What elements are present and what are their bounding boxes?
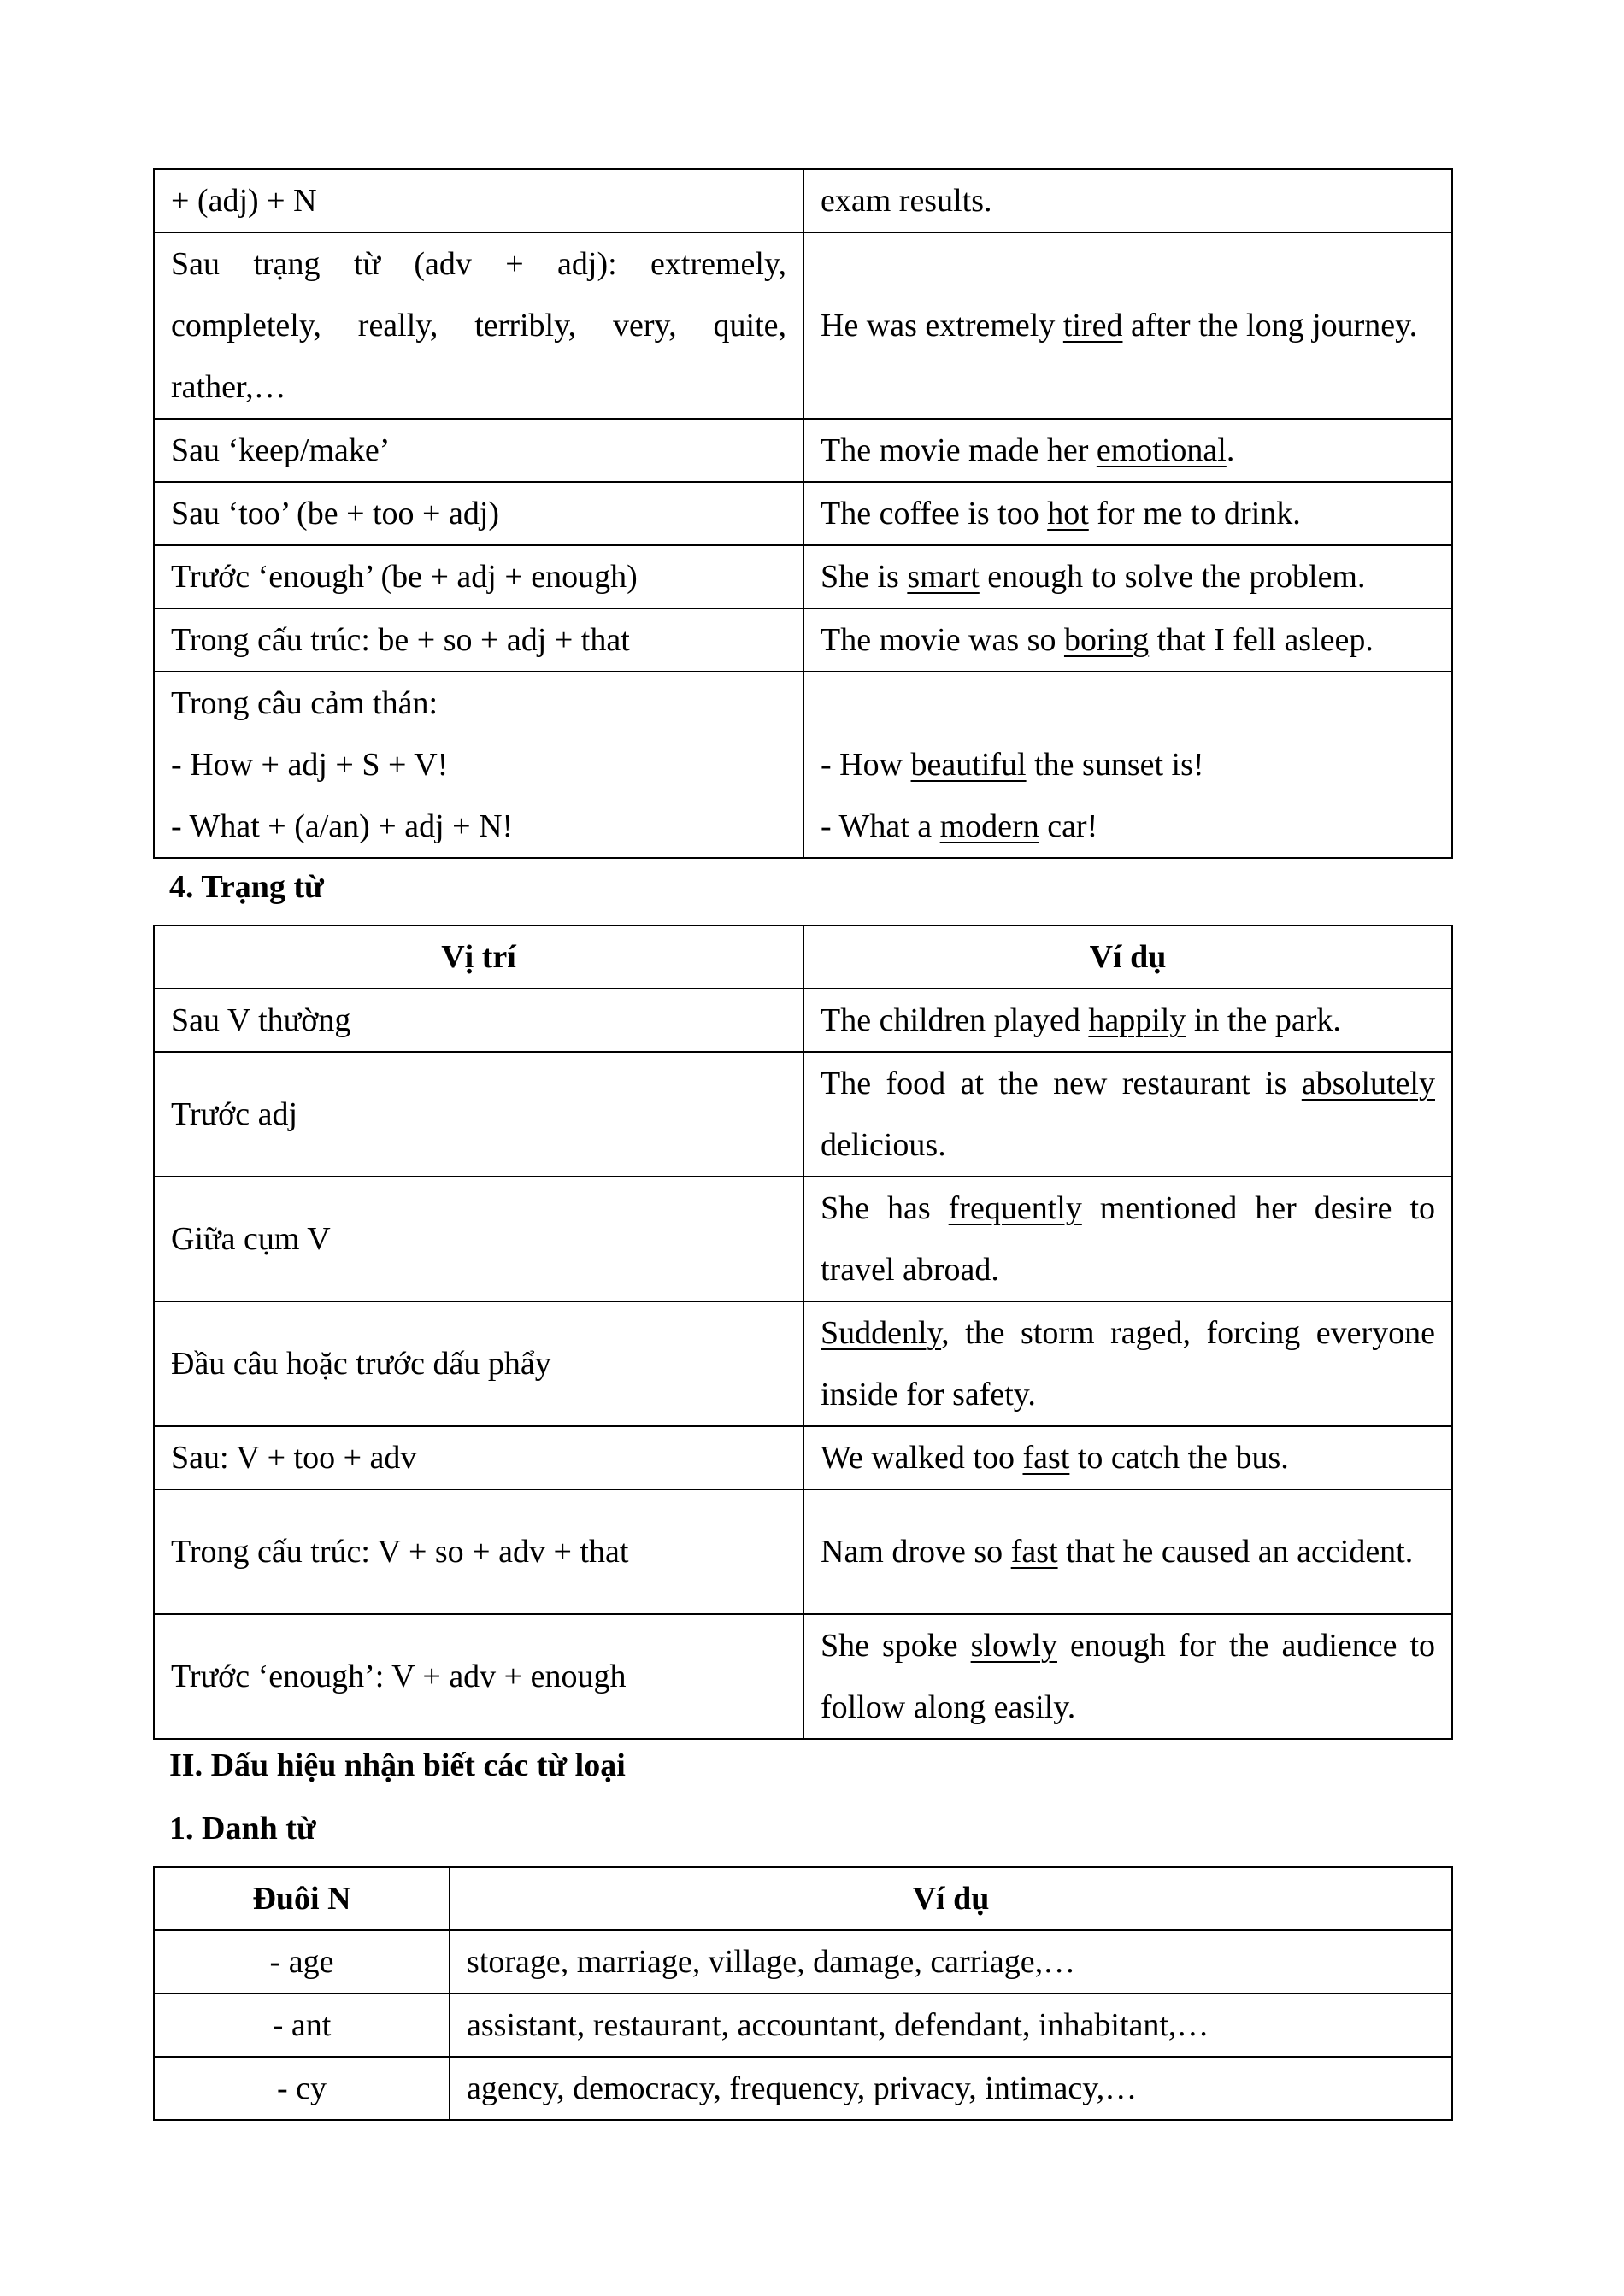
position-cell: Trong câu cảm thán: - How + adj + S + V! - What + (a/an) + adj + N!	[154, 672, 803, 858]
table-row	[154, 232, 1452, 419]
position-cell: Trước ‘enough’: V + adv + enough	[154, 1614, 803, 1739]
header-position: Vị trí	[154, 925, 803, 989]
section-heading-noun: 1. Danh từ	[169, 1811, 316, 1847]
position-cell: Trước ‘enough’ (be + adj + enough)	[154, 545, 803, 608]
position-cell: Sau ‘too’ (be + too + adj)	[154, 482, 803, 545]
table-row	[154, 545, 1452, 608]
example-cell: The coffee is too hot for me to drink.	[803, 482, 1452, 545]
underlined-word: emotional	[1096, 432, 1227, 468]
underlined-word: fast	[1022, 1440, 1070, 1476]
example-cell: - How beautiful the sunset is! - What a modern car!	[803, 672, 1452, 858]
position-cell: Trong cấu trúc: be + so + adj + that	[154, 608, 803, 672]
header-suffix: Đuôi N	[154, 1867, 450, 1930]
underlined-word: Suddenly	[821, 1315, 942, 1351]
header-example: Ví dụ	[450, 1867, 1452, 1930]
example-cell: We walked too fast to catch the bus.	[803, 1426, 1452, 1489]
underlined-word: smart	[907, 559, 980, 595]
underlined-word: boring	[1063, 622, 1150, 658]
section-heading-signs: II. Dấu hiệu nhận biết các từ loại	[169, 1747, 626, 1783]
table-row	[154, 1930, 1452, 1994]
table-row	[154, 1489, 1452, 1614]
table-row	[154, 169, 1452, 232]
position-cell: Giữa cụm V	[154, 1177, 803, 1301]
example-cell: agency, democracy, frequency, privacy, intimacy,…	[450, 2057, 1452, 2120]
position-cell: Sau ‘keep/make’	[154, 419, 803, 482]
underlined-word: beautiful	[910, 747, 1027, 783]
position-cell: Sau trạng từ (adv + adj): extremely, completely, really, terribly, very, quite, rather,…	[154, 232, 803, 419]
example-cell: The children played happily in the park.	[803, 989, 1452, 1052]
adjective-position-table	[153, 168, 1453, 859]
example-cell: She has frequently mentioned her desire to travel abroad.	[803, 1177, 1452, 1301]
table-header-row	[154, 925, 1452, 989]
position-cell: Trong cấu trúc: V + so + adv + that	[154, 1489, 803, 1614]
example-cell: She spoke slowly enough for the audience to follow along easily.	[803, 1614, 1452, 1739]
table-header-row	[154, 1867, 1452, 1930]
position-cell: Trước adj	[154, 1052, 803, 1177]
table-row	[154, 1426, 1452, 1489]
example-cell: The food at the new restaurant is absolutely delicious.	[803, 1052, 1452, 1177]
underlined-word: tired	[1062, 308, 1123, 344]
underlined-word: fast	[1010, 1534, 1058, 1570]
table-row	[154, 1614, 1452, 1739]
table-row	[154, 2057, 1452, 2120]
position-cell: Sau V thường	[154, 989, 803, 1052]
table-row	[154, 1994, 1452, 2057]
table-row	[154, 1177, 1452, 1301]
example-cell: The movie was so boring that I fell asleep.	[803, 608, 1452, 672]
underlined-word: happily	[1088, 1002, 1186, 1038]
table-row	[154, 672, 1452, 858]
example-cell: Nam drove so fast that he caused an accident.	[803, 1489, 1452, 1614]
example-cell: assistant, restaurant, accountant, defendant, inhabitant,…	[450, 1994, 1452, 2057]
suffix-cell: - ant	[154, 1994, 450, 2057]
position-cell: + (adj) + N	[154, 169, 803, 232]
position-cell: Sau: V + too + adv	[154, 1426, 803, 1489]
table-row	[154, 419, 1452, 482]
underlined-word: frequently	[948, 1190, 1082, 1226]
suffix-cell: - cy	[154, 2057, 450, 2120]
adverb-position-table	[153, 925, 1453, 1740]
noun-suffix-table	[153, 1866, 1453, 2121]
underlined-word: hot	[1047, 496, 1089, 531]
example-cell: storage, marriage, village, damage, carriage,…	[450, 1930, 1452, 1994]
position-cell: Đầu câu hoặc trước dấu phẩy	[154, 1301, 803, 1426]
table-row	[154, 482, 1452, 545]
example-cell: Suddenly, the storm raged, forcing everyone inside for safety.	[803, 1301, 1452, 1426]
table-row	[154, 1052, 1452, 1177]
header-example: Ví dụ	[803, 925, 1452, 989]
underlined-word: slowly	[970, 1628, 1057, 1664]
example-cell: He was extremely tired after the long journey.	[803, 232, 1452, 419]
section-heading-adverb: 4. Trạng từ	[169, 869, 324, 905]
suffix-cell: - age	[154, 1930, 450, 1994]
underlined-word: absolutely	[1301, 1066, 1435, 1101]
example-cell: She is smart enough to solve the problem.	[803, 545, 1452, 608]
example-cell: The movie made her emotional.	[803, 419, 1452, 482]
table-row	[154, 608, 1452, 672]
example-cell: exam results.	[803, 169, 1452, 232]
underlined-word: modern	[939, 808, 1039, 844]
table-row	[154, 989, 1452, 1052]
table-row	[154, 1301, 1452, 1426]
